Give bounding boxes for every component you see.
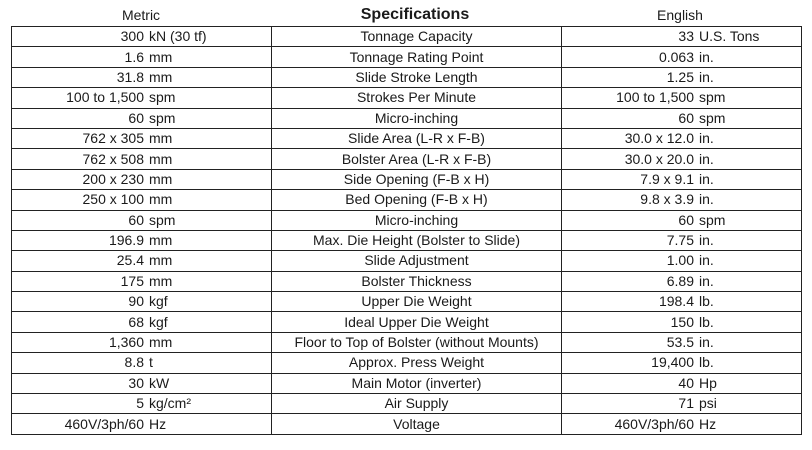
english-unit: Hp bbox=[699, 374, 717, 391]
metric-unit: mm bbox=[149, 334, 173, 351]
english-value: 30.0 x 12.0 bbox=[624, 130, 694, 147]
metric-value-pair bbox=[16, 292, 267, 311]
metric-value-pair bbox=[16, 313, 267, 332]
english-unit: in. bbox=[699, 252, 714, 269]
metric-value-pair bbox=[16, 170, 267, 189]
english-unit: spm bbox=[699, 89, 726, 106]
specification-name: Tonnage Capacity bbox=[272, 27, 562, 47]
table-row bbox=[12, 169, 802, 189]
english-cell bbox=[562, 373, 802, 393]
metric-cell bbox=[12, 394, 272, 414]
metric-value: 68 bbox=[128, 313, 144, 330]
metric-value-pair bbox=[16, 231, 267, 250]
metric-value: 762 x 305 bbox=[82, 130, 144, 147]
metric-unit: mm bbox=[149, 272, 173, 289]
metric-unit: mm bbox=[149, 150, 173, 167]
table-row bbox=[12, 251, 802, 271]
metric-value: 31.8 bbox=[116, 68, 144, 85]
english-value-pair bbox=[566, 374, 797, 393]
english-value-pair bbox=[566, 251, 797, 270]
english-unit: in. bbox=[699, 170, 714, 187]
table-row bbox=[12, 271, 802, 291]
metric-unit: spm bbox=[149, 89, 176, 106]
metric-cell bbox=[12, 210, 272, 230]
english-unit: in. bbox=[699, 68, 714, 85]
metric-unit: mm bbox=[149, 191, 173, 208]
metric-value: 196.9 bbox=[108, 232, 144, 249]
english-value-pair bbox=[566, 68, 797, 87]
specification-name: Micro-inching bbox=[272, 108, 562, 128]
specification-name: Tonnage Rating Point bbox=[272, 47, 562, 67]
english-cell bbox=[562, 251, 802, 271]
english-value: 9.8 x 3.9 bbox=[640, 191, 694, 208]
table-row bbox=[12, 414, 802, 434]
english-value: 100 to 1,500 bbox=[616, 89, 694, 106]
metric-cell bbox=[12, 332, 272, 352]
english-cell bbox=[562, 332, 802, 352]
metric-cell bbox=[12, 190, 272, 210]
english-value-pair bbox=[566, 353, 797, 372]
specification-name: Micro-inching bbox=[272, 210, 562, 230]
english-unit: in. bbox=[699, 334, 714, 351]
english-value: 33 bbox=[678, 28, 694, 45]
metric-value-pair bbox=[16, 272, 267, 291]
english-unit: spm bbox=[699, 109, 726, 126]
english-unit: psi bbox=[699, 395, 717, 412]
table-row bbox=[12, 292, 802, 312]
english-cell bbox=[562, 190, 802, 210]
specification-name: Floor to Top of Bolster (without Mounts) bbox=[272, 332, 562, 352]
metric-value-pair bbox=[16, 353, 267, 372]
english-unit: spm bbox=[699, 211, 726, 228]
english-column-header: English bbox=[657, 7, 703, 23]
table-row bbox=[12, 353, 802, 373]
metric-cell bbox=[12, 353, 272, 373]
table-row bbox=[12, 312, 802, 332]
english-value-pair bbox=[566, 88, 797, 107]
specification-name: Slide Area (L-R x F-B) bbox=[272, 128, 562, 148]
english-unit: in. bbox=[699, 191, 714, 208]
metric-value-pair bbox=[16, 415, 267, 434]
metric-cell bbox=[12, 373, 272, 393]
metric-value: 5 bbox=[136, 395, 144, 412]
metric-unit: Hz bbox=[149, 415, 167, 432]
english-value-pair bbox=[566, 211, 797, 230]
specification-name: Strokes Per Minute bbox=[272, 88, 562, 108]
specification-name: Voltage bbox=[272, 414, 562, 434]
metric-unit: mm bbox=[149, 252, 173, 269]
english-value: 198.4 bbox=[658, 293, 694, 310]
english-cell bbox=[562, 292, 802, 312]
metric-value-pair bbox=[16, 333, 267, 352]
english-unit: U.S. Tons bbox=[699, 28, 760, 45]
metric-unit: kW bbox=[149, 374, 170, 391]
english-value: 150 bbox=[670, 313, 694, 330]
metric-cell bbox=[12, 251, 272, 271]
english-value-pair bbox=[566, 333, 797, 352]
metric-cell bbox=[12, 312, 272, 332]
table-row bbox=[12, 394, 802, 414]
english-value: 53.5 bbox=[666, 334, 694, 351]
metric-value: 200 x 230 bbox=[82, 170, 144, 187]
specification-name: Max. Die Height (Bolster to Slide) bbox=[272, 230, 562, 250]
metric-unit: spm bbox=[149, 109, 176, 126]
metric-value: 1.6 bbox=[124, 48, 144, 65]
english-value-pair bbox=[566, 231, 797, 250]
metric-value-pair bbox=[16, 374, 267, 393]
metric-cell bbox=[12, 108, 272, 128]
english-value-pair bbox=[566, 190, 797, 209]
table-row bbox=[12, 108, 802, 128]
specification-name: Bed Opening (F-B x H) bbox=[272, 190, 562, 210]
table-row bbox=[12, 27, 802, 47]
metric-unit: mm bbox=[149, 130, 173, 147]
metric-cell bbox=[12, 292, 272, 312]
english-unit: in. bbox=[699, 150, 714, 167]
metric-cell bbox=[12, 169, 272, 189]
metric-unit: t bbox=[149, 354, 153, 371]
english-cell bbox=[562, 414, 802, 434]
english-cell bbox=[562, 47, 802, 67]
specification-name: Ideal Upper Die Weight bbox=[272, 312, 562, 332]
metric-value-pair bbox=[16, 150, 267, 169]
metric-value-pair bbox=[16, 190, 267, 209]
table-row bbox=[12, 88, 802, 108]
metric-cell bbox=[12, 414, 272, 434]
english-cell bbox=[562, 210, 802, 230]
english-value-pair bbox=[566, 129, 797, 148]
metric-unit: kgf bbox=[149, 293, 168, 310]
metric-value: 30 bbox=[128, 374, 144, 391]
specification-name: Slide Adjustment bbox=[272, 251, 562, 271]
english-value: 30.0 x 20.0 bbox=[624, 150, 694, 167]
specification-name: Side Opening (F-B x H) bbox=[272, 169, 562, 189]
specification-name: Approx. Press Weight bbox=[272, 353, 562, 373]
table-row bbox=[12, 210, 802, 230]
table-row bbox=[12, 190, 802, 210]
specification-name: Slide Stroke Length bbox=[272, 67, 562, 87]
metric-unit: spm bbox=[149, 211, 176, 228]
metric-unit: kg/cm² bbox=[149, 395, 191, 412]
metric-unit: kN (30 tf) bbox=[149, 28, 207, 45]
english-unit: in. bbox=[699, 272, 714, 289]
metric-cell bbox=[12, 88, 272, 108]
english-value-pair bbox=[566, 170, 797, 189]
metric-value: 175 bbox=[120, 272, 144, 289]
english-cell bbox=[562, 149, 802, 169]
english-value-pair bbox=[566, 48, 797, 67]
english-unit: Hz bbox=[699, 415, 717, 432]
english-unit: lb. bbox=[699, 313, 714, 330]
english-value: 6.89 bbox=[666, 272, 694, 289]
english-value: 19,400 bbox=[651, 354, 694, 371]
english-value: 460V/3ph/60 bbox=[614, 415, 694, 432]
metric-cell bbox=[12, 67, 272, 87]
specification-name: Upper Die Weight bbox=[272, 292, 562, 312]
metric-value-pair bbox=[16, 68, 267, 87]
metric-value-pair bbox=[16, 27, 267, 46]
specification-name: Air Supply bbox=[272, 394, 562, 414]
metric-value-pair bbox=[16, 88, 267, 107]
english-value: 60 bbox=[678, 109, 694, 126]
english-value-pair bbox=[566, 313, 797, 332]
english-value: 7.75 bbox=[666, 232, 694, 249]
english-value: 0.063 bbox=[658, 48, 694, 65]
english-cell bbox=[562, 67, 802, 87]
specification-name: Bolster Area (L-R x F-B) bbox=[272, 149, 562, 169]
table-row bbox=[12, 373, 802, 393]
metric-value-pair bbox=[16, 129, 267, 148]
english-cell bbox=[562, 353, 802, 373]
metric-value: 300 bbox=[120, 28, 144, 45]
english-value-pair bbox=[566, 292, 797, 311]
specifications-table-body bbox=[12, 27, 802, 435]
english-cell bbox=[562, 312, 802, 332]
metric-cell bbox=[12, 149, 272, 169]
metric-unit: mm bbox=[149, 232, 173, 249]
specifications-table bbox=[11, 26, 802, 435]
table-row bbox=[12, 332, 802, 352]
english-value-pair bbox=[566, 27, 797, 46]
metric-column-header: Metric bbox=[121, 7, 161, 23]
english-value: 40 bbox=[678, 374, 694, 391]
english-value-pair bbox=[566, 415, 797, 434]
english-value: 60 bbox=[678, 211, 694, 228]
english-unit: in. bbox=[699, 130, 714, 147]
english-cell bbox=[562, 271, 802, 291]
english-cell bbox=[562, 394, 802, 414]
english-value-pair bbox=[566, 394, 797, 413]
english-value: 1.00 bbox=[666, 252, 694, 269]
metric-value: 250 x 100 bbox=[82, 191, 144, 208]
metric-value: 25.4 bbox=[116, 252, 144, 269]
metric-unit: mm bbox=[149, 68, 173, 85]
english-cell bbox=[562, 128, 802, 148]
metric-unit: mm bbox=[149, 48, 173, 65]
english-value: 71 bbox=[678, 395, 694, 412]
metric-unit: mm bbox=[149, 170, 173, 187]
english-value-pair bbox=[566, 109, 797, 128]
metric-value: 100 to 1,500 bbox=[66, 89, 144, 106]
metric-value: 60 bbox=[128, 109, 144, 126]
english-cell bbox=[562, 169, 802, 189]
english-value-pair bbox=[566, 150, 797, 169]
metric-value: 60 bbox=[128, 211, 144, 228]
english-unit: in. bbox=[699, 232, 714, 249]
metric-cell bbox=[12, 230, 272, 250]
metric-value: 8.8 bbox=[124, 354, 144, 371]
english-cell bbox=[562, 27, 802, 47]
english-value-pair bbox=[566, 272, 797, 291]
metric-cell bbox=[12, 128, 272, 148]
table-row bbox=[12, 230, 802, 250]
specifications-title: Specifications bbox=[360, 6, 470, 23]
english-cell bbox=[562, 230, 802, 250]
english-unit: in. bbox=[699, 48, 714, 65]
metric-cell bbox=[12, 27, 272, 47]
specification-name: Main Motor (inverter) bbox=[272, 373, 562, 393]
table-row bbox=[12, 47, 802, 67]
english-value: 1.25 bbox=[666, 68, 694, 85]
table-row bbox=[12, 67, 802, 87]
english-cell bbox=[562, 88, 802, 108]
metric-value-pair bbox=[16, 211, 267, 230]
metric-value-pair bbox=[16, 48, 267, 67]
metric-cell bbox=[12, 271, 272, 291]
metric-value: 762 x 508 bbox=[82, 150, 144, 167]
table-row bbox=[12, 128, 802, 148]
metric-value-pair bbox=[16, 394, 267, 413]
english-unit: lb. bbox=[699, 293, 714, 310]
english-value: 7.9 x 9.1 bbox=[640, 170, 694, 187]
english-unit: lb. bbox=[699, 354, 714, 371]
metric-value-pair bbox=[16, 109, 267, 128]
metric-value: 1,360 bbox=[108, 334, 144, 351]
metric-cell bbox=[12, 47, 272, 67]
metric-unit: kgf bbox=[149, 313, 168, 330]
metric-value-pair bbox=[16, 251, 267, 270]
table-row bbox=[12, 149, 802, 169]
metric-value: 90 bbox=[128, 293, 144, 310]
english-cell bbox=[562, 108, 802, 128]
specification-name: Bolster Thickness bbox=[272, 271, 562, 291]
metric-value: 460V/3ph/60 bbox=[64, 415, 144, 432]
